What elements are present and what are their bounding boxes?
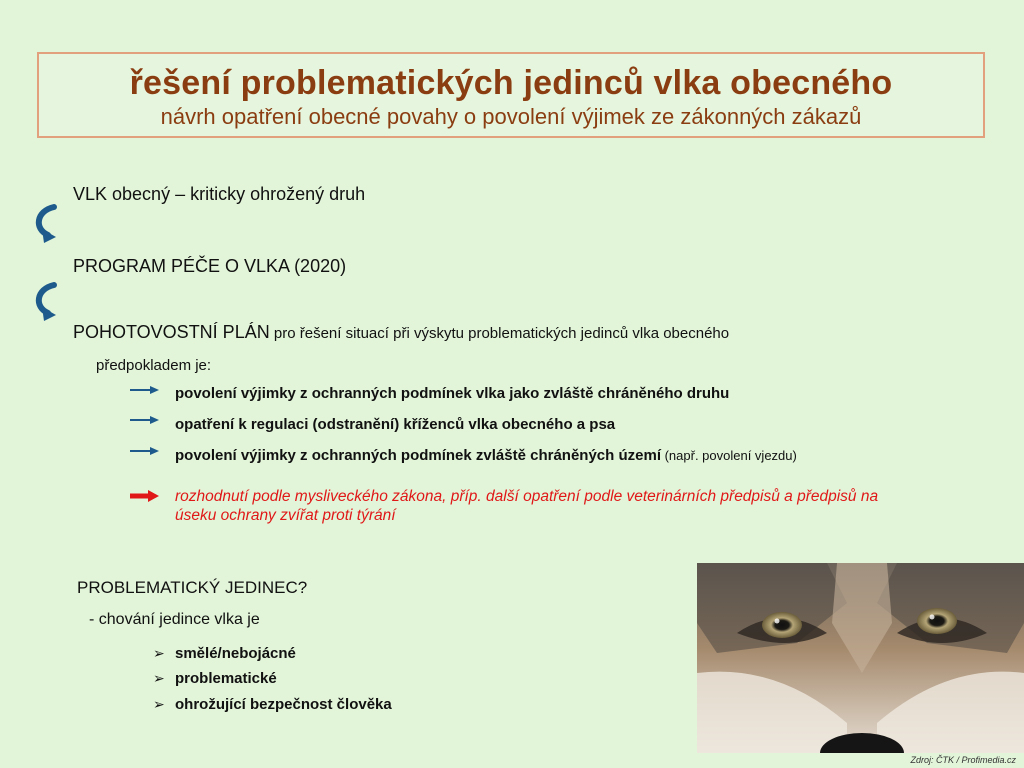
line-emergency-plan (73, 322, 729, 343)
premise-label: předpokladem je: (96, 357, 212, 374)
red-item-line1: rozhodnutí podle mysliveckého zákona, příp. další opatření podle veterinárních předpisů a předpisů na (175, 488, 879, 505)
slide-subtitle: návrh opatření obecné povahy o povolení výjimek ze zákonných zákazů (160, 104, 862, 129)
bullet-item: povolení výjimky z ochranných podmínek vlka jako zvláště chráněného druhu (175, 385, 730, 402)
right-arrow-icon (130, 414, 160, 426)
line-wolf-status: VLK obecný – kriticky ohrožený druh (73, 184, 366, 204)
image-credit: Zdroj: ČTK / Profimedia.cz (910, 755, 1016, 765)
problem-item: problematické (175, 670, 277, 687)
problem-item: ohrožující bezpečnost člověka (175, 696, 392, 713)
bullet-item (175, 447, 797, 465)
wolf-face-photo (697, 563, 1024, 753)
right-arrow-icon (130, 384, 160, 396)
bullet-item: opatření k regulaci (odstranění) kříženců vlka obecného a psa (175, 416, 616, 433)
slide-title: řešení problematických jedinců vlka obecného (129, 64, 893, 102)
problem-heading: PROBLEMATICKÝ JEDINEC? (77, 578, 308, 597)
red-arrow-icon (130, 489, 160, 503)
emergency-plan-rest: pro řešení situací při výskytu problematických jedinců vlka obecného (269, 325, 730, 342)
check-arrow-icon: ➢ (153, 696, 165, 712)
problem-item: smělé/nebojácné (175, 645, 296, 662)
red-item-line2: úseku ochrany zvířat proti týrání (175, 507, 396, 524)
title-box (37, 52, 985, 138)
bullet-note: (např. povolení vjezdu) (660, 448, 797, 463)
emergency-plan-lead: POHOTOVOSTNÍ PLÁN (73, 322, 270, 342)
line-care-program: PROGRAM PÉČE O VLKA (2020) (73, 256, 347, 276)
curved-arrow-icon (32, 203, 62, 245)
check-arrow-icon: ➢ (153, 670, 165, 686)
bullet-text: povolení výjimky z ochranných podmínek zvláště chráněných území (175, 447, 661, 464)
check-arrow-icon: ➢ (153, 645, 165, 661)
problem-intro: - chování jedince vlka je (89, 611, 260, 628)
right-arrow-icon (130, 445, 160, 457)
curved-arrow-icon (32, 281, 62, 323)
